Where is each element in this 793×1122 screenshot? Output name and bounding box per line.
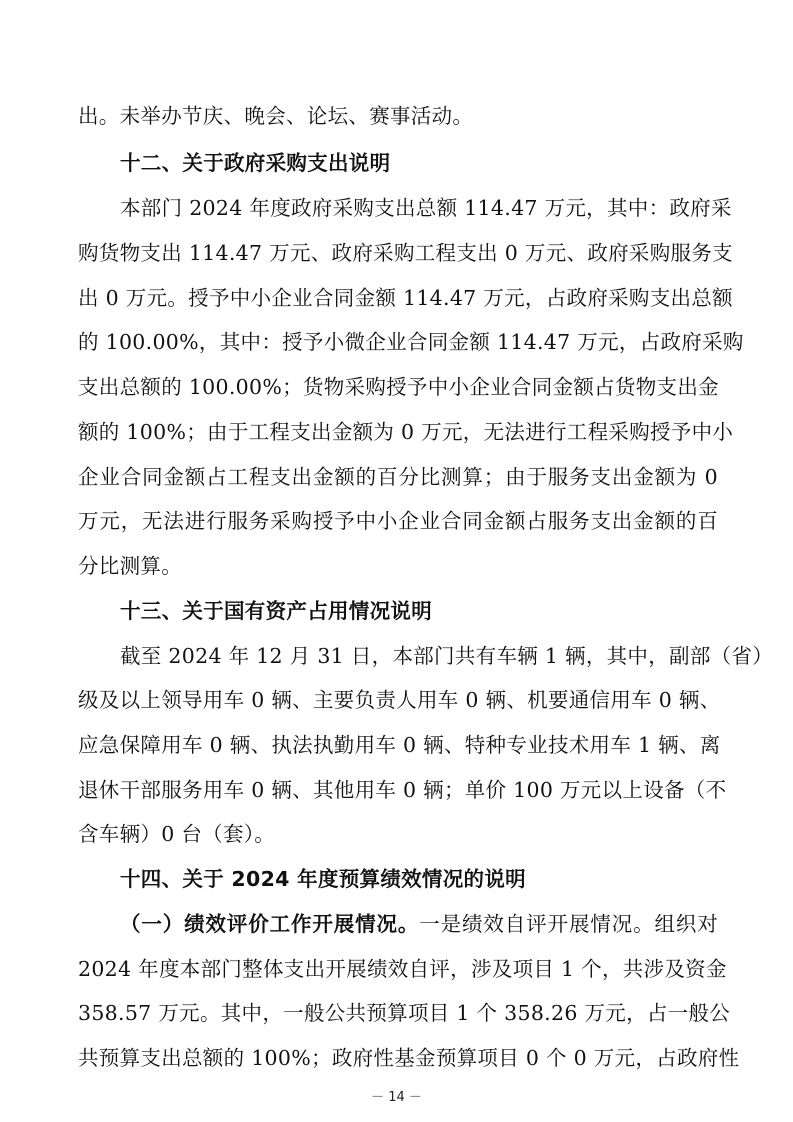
text-line: 应急保障用车 0 辆、执法执勤用车 0 辆、特种专业技术用车 1 辆、离 bbox=[78, 733, 721, 757]
text-line: 出。未举办节庆、晚会、论坛、赛事活动。 bbox=[78, 104, 474, 128]
text-line: 2024 年度本部门整体支出开展绩效自评，涉及项目 1 个，共涉及资金 bbox=[78, 957, 727, 981]
text-line: 358.57 万元。其中，一般公共预算项目 1 个 358.26 万元，占一般公 bbox=[78, 1001, 731, 1025]
section-heading-14: 十四、关于 2024 年度预算绩效情况的说明 bbox=[120, 867, 526, 891]
section-heading-12: 十二、关于政府采购支出说明 bbox=[120, 151, 391, 175]
section-heading-13: 十三、关于国有资产占用情况说明 bbox=[120, 599, 432, 623]
text-line: 的 100.00%，其中：授予小微企业合同金额 114.47 万元，占政府采购 bbox=[78, 330, 744, 354]
page-number: － 14 － bbox=[371, 1090, 422, 1105]
text-line: 分比测算。 bbox=[78, 554, 182, 578]
text-line: 退休干部服务用车 0 辆、其他用车 0 辆；单价 100 万元以上设备（不 bbox=[78, 778, 727, 802]
text-line bbox=[120, 907, 718, 941]
text-run: 一是绩效自评开展情况。组织对 bbox=[419, 912, 719, 936]
text-line: 额的 100%；由于工程支出金额为 0 万元，无法进行工程采购授予中小 bbox=[78, 420, 734, 444]
text-line: 企业合同金额占工程支出金额的百分比测算；由于服务支出金额为 0 bbox=[78, 465, 718, 489]
subsection-title: （一）绩效评价工作开展情况。 bbox=[120, 912, 420, 936]
text-line: 万元，无法进行服务采购授予中小企业合同金额占服务支出金额的百 bbox=[78, 509, 718, 533]
text-line: 共预算支出总额的 100%；政府性基金预算项目 0 个 0 万元，占政府性 bbox=[78, 1046, 740, 1070]
text-line: 本部门 2024 年度政府采购支出总额 114.47 万元，其中：政府采 bbox=[120, 196, 732, 220]
text-line: 出 0 万元。授予中小企业合同金额 114.47 万元，占政府采购支出总额 bbox=[78, 286, 733, 310]
text-line: 购货物支出 114.47 万元、政府采购工程支出 0 万元、政府采购服务支 bbox=[78, 241, 733, 265]
text-line: 截至 2024 年 12 月 31 日，本部门共有车辆 1 辆，其中，副部（省） bbox=[120, 644, 774, 668]
text-line: 含车辆）0 台（套）。 bbox=[78, 822, 276, 846]
text-line: 级及以上领导用车 0 辆、主要负责人用车 0 辆、机要通信用车 0 辆、 bbox=[78, 688, 721, 712]
text-line: 支出总额的 100.00%；货物采购授予中小企业合同金额占货物支出金 bbox=[78, 375, 719, 399]
